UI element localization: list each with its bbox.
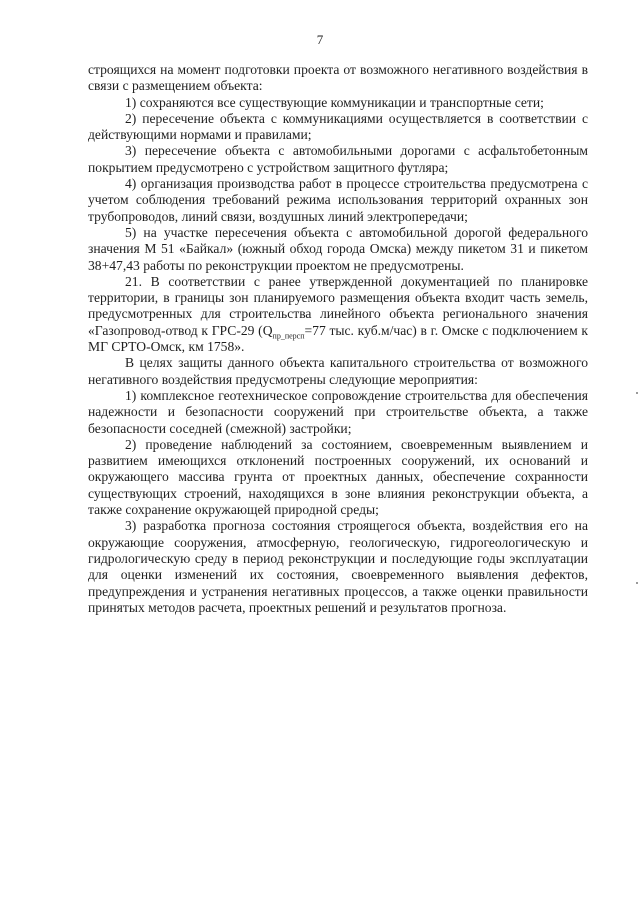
paragraph-21-tail: =77 тыс. куб.м/час) в г. Омске с подключением к МГ СРТО-Омск, км 1758».: [88, 322, 588, 355]
paragraph-21: [88, 274, 588, 355]
page-number: 7: [316, 32, 324, 47]
measure-item-2: 2) проведение наблюдений за состоянием, своевременным выявлением и развитием имеющихся отклонений построенных сооружений, их оснований и окружающего массива грунта от проектных данных, обеспечение сохранности существующих строений, находящихся в зоне влияния реконструкции объекта, а также сохранение окружающей природной среды;: [88, 436, 588, 518]
list-item-4: 4) организация производства работ в процессе строительства предусмотрена с учетом соблюдения требований режима использования территорий охранных зон трубопроводов, линий связи, воздушных линий электропередачи;: [88, 176, 588, 224]
list-item-2: 2) пересечение объекта с коммуникациями осуществляется в соответствии с действующими нормами и правилами;: [88, 110, 588, 143]
paragraph-protection-measures: В целях защиты данного объекта капитального строительства от возможного негативного воздействия предусмотрены следующие мероприятия:: [88, 355, 588, 387]
paragraph-intro-continuation: строящихся на момент подготовки проекта от возможного негативного воздействия в связи с размещением объекта:: [88, 62, 588, 94]
list-item-5: 5) на участке пересечения объекта с автомобильной дорогой федерального значения М 51 «Байкал» (южный обход города Омска) между пикетом 31 и пикетом 38+47,43 работы по реконструкции проектом не предусмотрены.: [88, 224, 588, 273]
measure-item-3: 3) разработка прогноза состояния строящегося объекта, воздействия его на окружающие сооружения, атмосферную, геологическую, гидрогеологическую и гидрологическую среду в период реконструкции и последующие годы эксплуатации для оценки изменений их состояния, своевременного выявления дефектов, предупреждения и устранения негативных процессов, а также оценки правильности принятых методов расчета, проектных решений и результатов прогноза.: [88, 518, 588, 615]
list-item-3: 3) пересечение объекта с автомобильными дорогами с асфальтобетонным покрытием предусмотрено с устройством защитного футляра;: [88, 143, 588, 175]
paragraph-21-text: 21. В соответствии с ранее утвержденной документацией по планировке территории, в границы зон планируемого размещения объекта входит часть земель, предусмотренных для строительства линейного объекта регионального значения «Газопровод-отвод к ГРС-29 (Q: [88, 273, 588, 338]
measure-item-1: 1) комплексное геотехническое сопровождение строительства для обеспечения надежности и безопасности сооружений при строительстве объекта, а также безопасности соседней (смежной) застройки;: [88, 387, 588, 436]
document-body: [88, 62, 588, 616]
flow-rate-subscript: пр_персп: [272, 331, 305, 341]
scan-edge-mark: [636, 582, 638, 584]
list-item-1: 1) сохраняются все существующие коммуникации и транспортные сети;: [125, 94, 544, 110]
scan-edge-mark: [636, 392, 638, 394]
